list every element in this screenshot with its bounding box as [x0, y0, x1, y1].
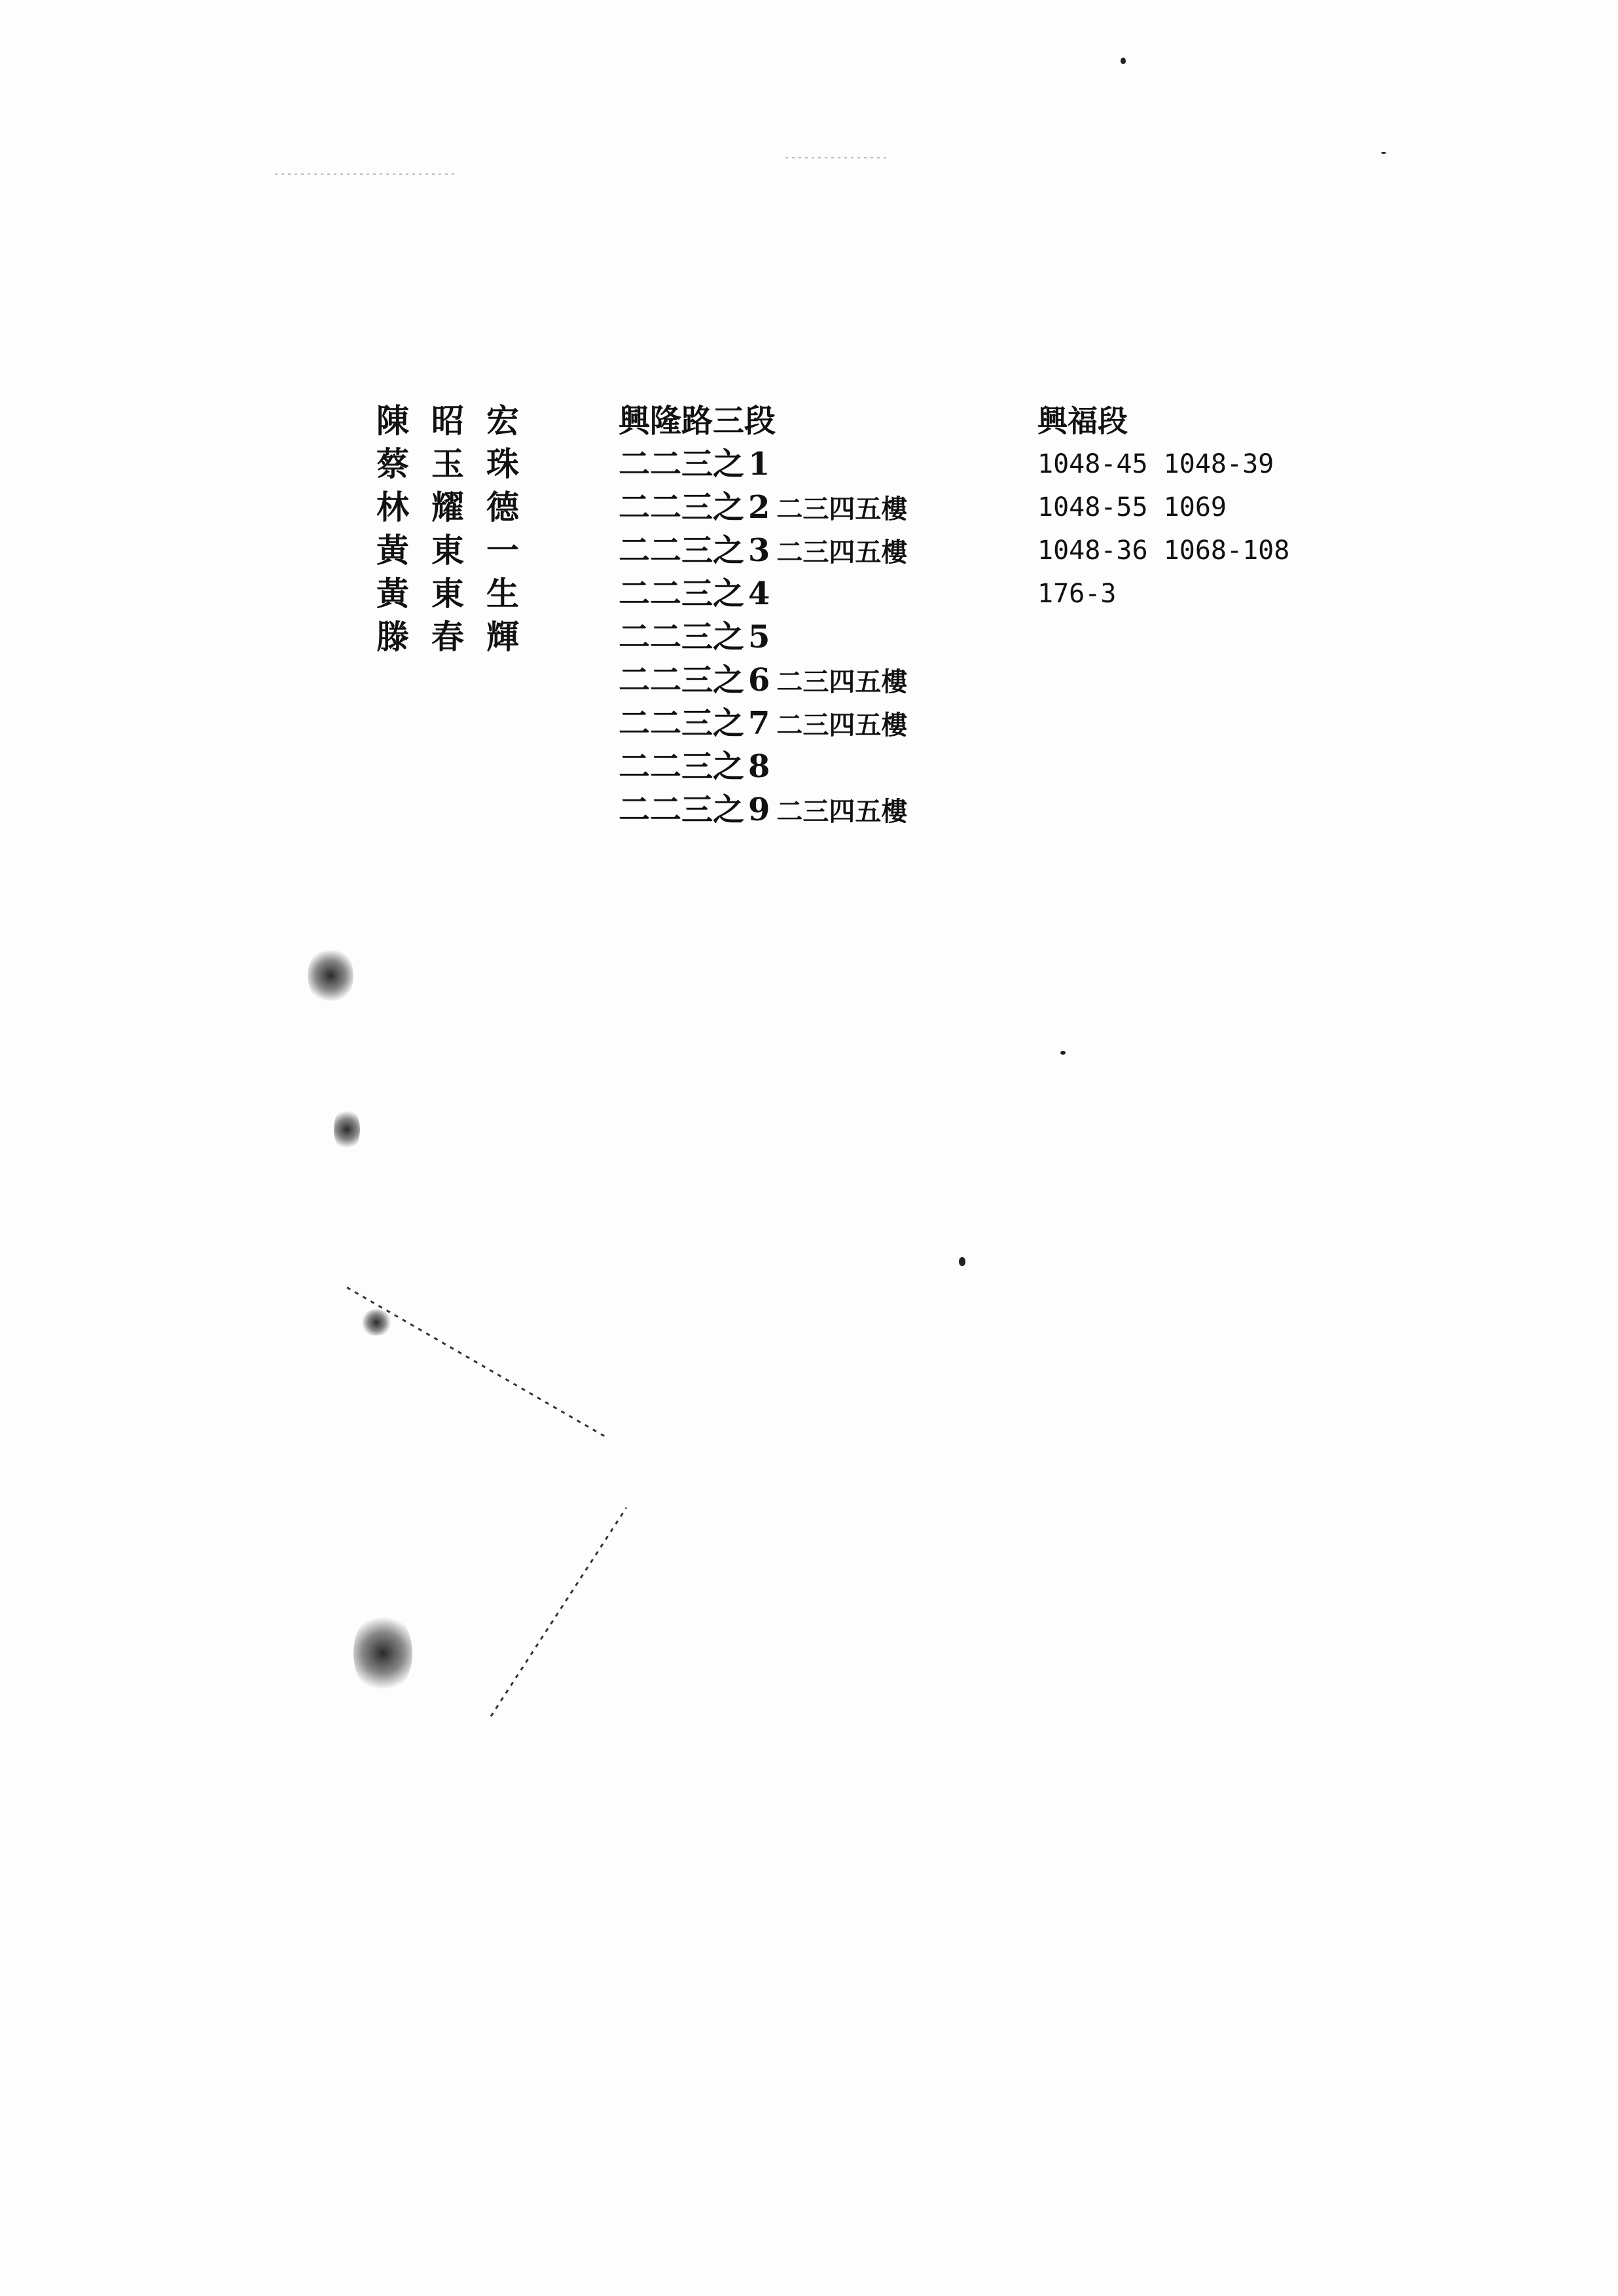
land-parcel-column	[1037, 399, 1352, 615]
address-number: 7	[748, 705, 770, 742]
scan-smudge	[308, 946, 353, 1005]
owner-name: 陳昭宏	[376, 401, 541, 440]
address-floors: 二三四五樓	[776, 796, 908, 827]
land-parcel-row: 1048-55 1069	[1037, 492, 1227, 522]
owner-name: 蔡玉珠	[376, 445, 541, 483]
owner-name: 滕春輝	[376, 617, 541, 656]
scan-speck	[1060, 1051, 1066, 1055]
scan-speck	[959, 1257, 965, 1266]
address-heading: 興隆路三段	[619, 403, 776, 439]
address-prefix: 二二三之	[619, 705, 745, 742]
address-row	[619, 659, 1024, 702]
address-row	[619, 572, 1024, 615]
address-number: 8	[748, 748, 770, 785]
address-prefix: 二二三之	[619, 748, 745, 785]
address-prefix: 二二三之	[619, 532, 745, 569]
scan-speck	[1121, 58, 1126, 64]
address-floors: 二三四五樓	[776, 710, 908, 740]
owner-name: 黃東一	[376, 531, 541, 570]
address-prefix: 二二三之	[619, 489, 745, 526]
address-column	[619, 399, 1024, 831]
address-number: 1	[748, 446, 770, 483]
address-prefix: 二二三之	[619, 446, 745, 483]
land-parcel-row: 176-3	[1037, 579, 1117, 609]
address-prefix: 二二三之	[619, 792, 745, 828]
address-prefix: 二二三之	[619, 662, 745, 699]
owner-name: 林耀德	[376, 488, 541, 526]
address-row	[619, 486, 1024, 529]
address-prefix: 二二三之	[619, 619, 745, 655]
address-number: 6	[748, 662, 770, 699]
owner-names-column	[376, 399, 566, 659]
scan-smudge	[353, 1611, 412, 1696]
scan-artifact-line	[275, 173, 458, 175]
address-number: 5	[748, 619, 770, 655]
address-number: 9	[748, 792, 770, 828]
address-row	[619, 615, 1024, 659]
scan-streak	[346, 1286, 608, 1439]
scan-speck	[1381, 152, 1386, 154]
land-section-heading: 興福段	[1037, 403, 1128, 439]
address-number: 3	[748, 532, 770, 569]
address-row	[619, 702, 1024, 745]
address-row	[619, 529, 1024, 572]
land-parcel-row: 1048-36 1068-108	[1037, 536, 1290, 566]
address-floors: 二三四五樓	[776, 494, 908, 524]
owner-name: 黃東生	[376, 574, 541, 613]
address-number: 2	[748, 489, 770, 526]
address-row	[619, 443, 1024, 486]
scan-smudge	[360, 1309, 393, 1336]
address-prefix: 二二三之	[619, 575, 745, 612]
address-floors: 二三四五樓	[776, 537, 908, 568]
land-parcel-row: 1048-45 1048-39	[1037, 449, 1274, 479]
address-floors: 二三四五樓	[776, 666, 908, 697]
scan-smudge	[334, 1106, 360, 1152]
address-row	[619, 788, 1024, 831]
scan-streak	[490, 1507, 627, 1717]
scan-artifact-line	[785, 157, 890, 158]
address-number: 4	[748, 575, 770, 612]
address-row	[619, 745, 1024, 788]
